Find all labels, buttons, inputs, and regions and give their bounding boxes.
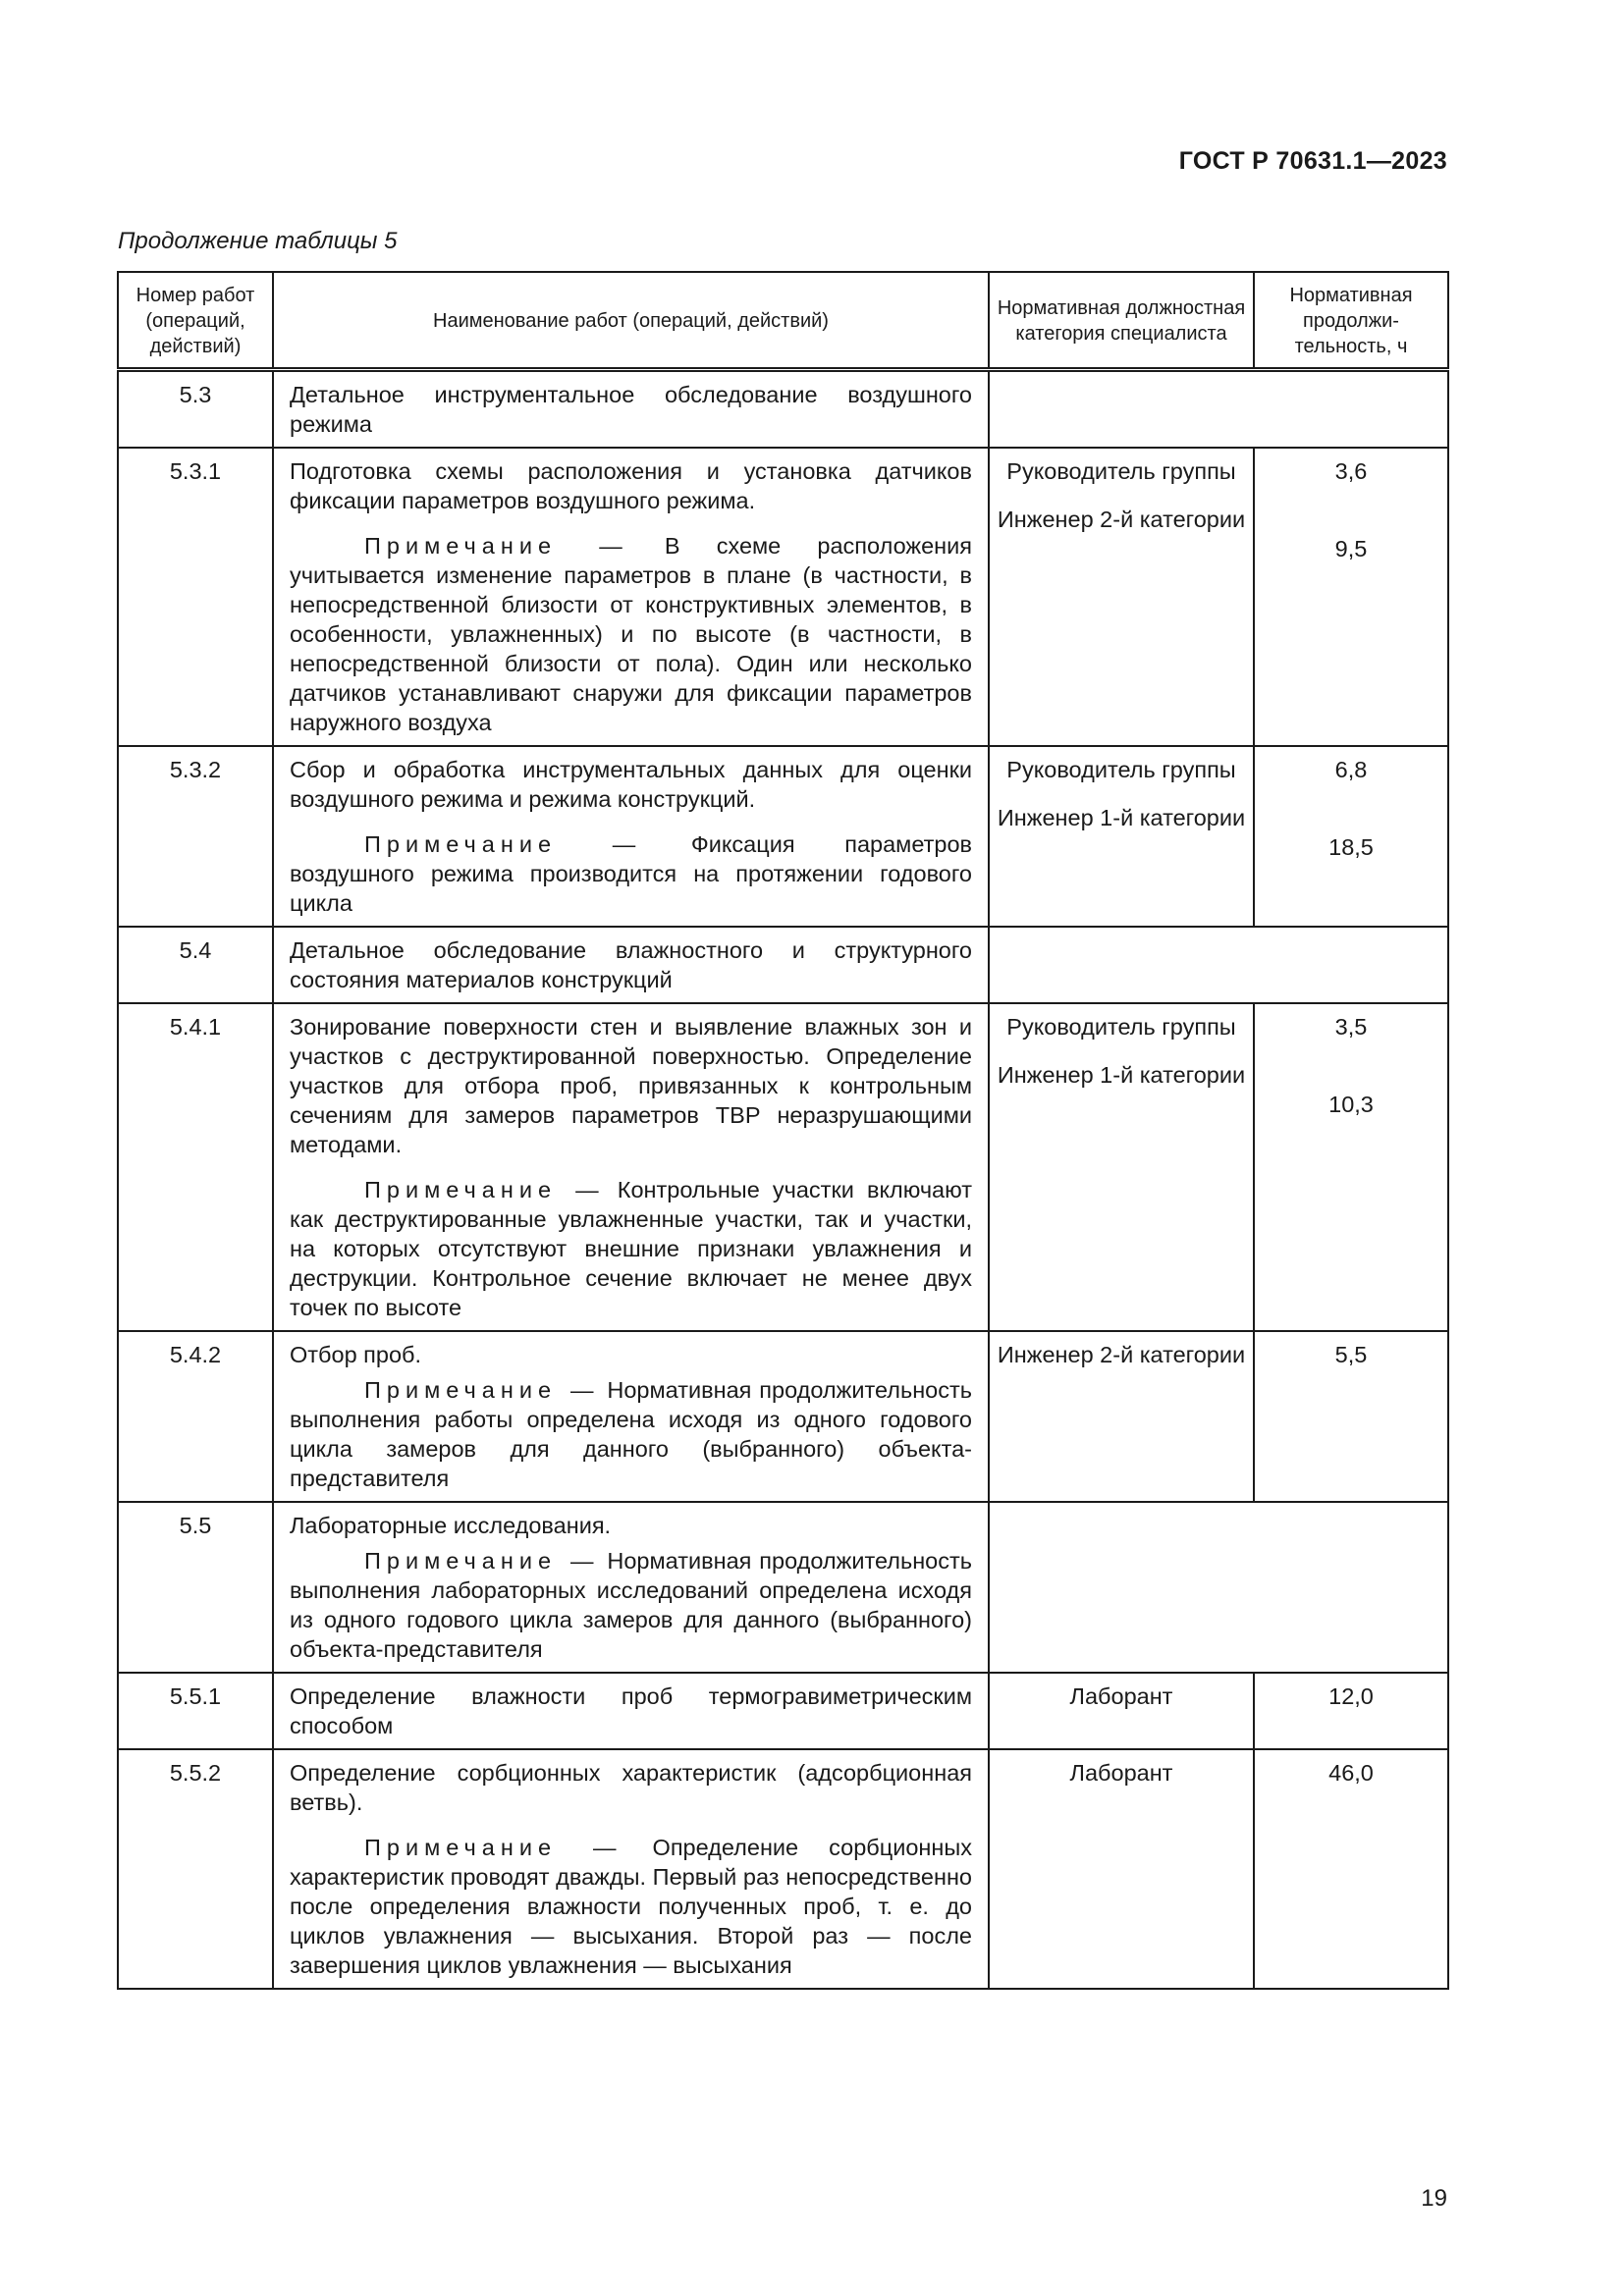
work-norms-table	[117, 271, 1449, 1990]
row-number: 5.4	[118, 927, 273, 1003]
row-number: 5.4.1	[118, 1003, 273, 1331]
table-caption: Продолжение таблицы 5	[118, 228, 398, 254]
note-text: В схеме расположения учитывается изменение параметров в плане (в частности, в непосредственной близости от конструктивных элементов, в особенности, увлажненных) и по высоте (в частности, в непосредственной близости от пола). Один или несколько датчиков устанавливают снаружи для фиксации параметров наружного воздуха	[290, 533, 972, 735]
duration-entry: 9,5	[1334, 536, 1368, 561]
row-name-text: Определение сорбционных характеристик (адсорбционная ветвь).	[290, 1760, 972, 1815]
category-entry: Инженер 2-й категории	[997, 507, 1246, 532]
note-text: Нормативная продолжительность выполнения работы определена исходя из одного годового цикла замеров для данного (выбранного) объекта-представителя	[290, 1377, 973, 1491]
row-name	[273, 1331, 989, 1502]
row-category	[989, 1003, 1254, 1331]
row-note	[290, 1833, 972, 1980]
row-category	[989, 1749, 1254, 1989]
category-entry: Инженер 2-й категории	[997, 1342, 1246, 1367]
row-name	[273, 1003, 989, 1331]
table-row	[118, 927, 1448, 1003]
row-number: 5.5	[118, 1502, 273, 1673]
row-note	[290, 1546, 972, 1664]
row-empty-cell	[989, 927, 1448, 1003]
row-number: 5.5.1	[118, 1673, 273, 1749]
row-empty-cell	[989, 370, 1448, 449]
row-note	[290, 1175, 972, 1322]
row-duration	[1254, 1673, 1448, 1749]
row-name-text: Детальное инструментальное обследование воздушного режима	[290, 382, 972, 437]
duration-entry: 12,0	[1328, 1683, 1374, 1709]
table-row	[118, 1502, 1448, 1673]
duration-entry: 46,0	[1328, 1760, 1374, 1786]
note-label: Примечание —	[364, 533, 628, 559]
row-name	[273, 448, 989, 746]
category-entry: Лаборант	[1069, 1760, 1173, 1786]
note-label: Примечание —	[364, 1377, 600, 1403]
note-text: Нормативная продолжительность выполнения лабораторных исследований определена исходя из одного годового цикла замеров для данного (выбранного) объекта-представителя	[290, 1548, 973, 1662]
row-note	[290, 1375, 972, 1493]
duration-entry: 18,5	[1328, 834, 1374, 860]
note-text: Фиксация параметров воздушного режима производится на протяжении годового цикла	[290, 831, 973, 916]
row-duration	[1254, 448, 1448, 746]
table-row	[118, 1331, 1448, 1502]
row-duration	[1254, 1003, 1448, 1331]
table-header-row	[118, 272, 1448, 370]
row-note	[290, 829, 972, 918]
duration-entry: 5,5	[1334, 1342, 1368, 1367]
note-text: Определение сорбционных характеристик проводят дважды. Первый раз непосредственно после определения влажности полученных проб, т. е. до циклов увлажнения — высыхания. Второй раз — после завершения циклов увлажнения — высыхания	[290, 1835, 972, 1978]
row-note	[290, 531, 972, 737]
row-number: 5.5.2	[118, 1749, 273, 1989]
row-duration	[1254, 1749, 1448, 1989]
column-header-category: Нормативная должностная категория специалиста	[989, 272, 1254, 370]
row-category	[989, 1673, 1254, 1749]
note-label: Примечание —	[364, 1177, 605, 1202]
row-number: 5.3.2	[118, 746, 273, 927]
row-name-text: Определение влажности проб термогравиметрическим способом	[290, 1683, 972, 1738]
row-duration	[1254, 1331, 1448, 1502]
table-row	[118, 746, 1448, 927]
duration-entry: 3,5	[1334, 1014, 1368, 1040]
note-label: Примечание —	[364, 1548, 600, 1574]
duration-entry: 6,8	[1334, 757, 1368, 782]
column-header-number: Номер работ (операций, действий)	[118, 272, 273, 370]
row-name	[273, 1502, 989, 1673]
category-entry: Руководитель группы	[1006, 757, 1236, 782]
note-text: Контрольные участки включают как деструктированные увлажненные участки, так и участки, на которых отсутствуют внешние признаки увлажнения и деструкции. Контрольное сечение включает не менее двух точек по высоте	[290, 1177, 972, 1320]
category-entry: Инженер 1-й категории	[997, 1062, 1246, 1088]
table-row	[118, 1003, 1448, 1331]
row-category	[989, 1331, 1254, 1502]
row-name-text: Детальное обследование влажностного и структурного состояния материалов конструкций	[290, 937, 972, 992]
duration-entry: 3,6	[1334, 458, 1368, 484]
category-entry: Лаборант	[1069, 1683, 1173, 1709]
row-category	[989, 746, 1254, 927]
row-name	[273, 370, 989, 449]
row-name	[273, 746, 989, 927]
row-name-text: Сбор и обработка инструментальных данных для оценки воздушного режима и режима конструкций.	[290, 757, 972, 812]
row-name	[273, 1673, 989, 1749]
row-number: 5.3.1	[118, 448, 273, 746]
row-category	[989, 448, 1254, 746]
note-label: Примечание —	[364, 1835, 623, 1860]
row-empty-cell	[989, 1502, 1448, 1673]
column-header-duration: Нормативная продолжительность, ч	[1254, 272, 1448, 370]
duration-entry: 10,3	[1328, 1092, 1374, 1117]
category-entry: Инженер 1-й категории	[997, 805, 1246, 830]
table-row	[118, 448, 1448, 746]
row-number: 5.4.2	[118, 1331, 273, 1502]
page-number: 19	[1421, 2185, 1447, 2212]
note-label: Примечание —	[364, 831, 642, 857]
row-name-text: Зонирование поверхности стен и выявление влажных зон и участков с деструктированной поверхностью. Определение участков для отбора проб, привязанных к контрольным сечениям для замеров параметров ТВР неразрушающими методами.	[290, 1014, 972, 1157]
row-number: 5.3	[118, 370, 273, 449]
category-entry: Руководитель группы	[1006, 1014, 1236, 1040]
category-entry: Руководитель группы	[1006, 458, 1236, 484]
row-duration	[1254, 746, 1448, 927]
row-name	[273, 927, 989, 1003]
table-row	[118, 1749, 1448, 1989]
table-row	[118, 370, 1448, 449]
row-name-text: Лабораторные исследования.	[290, 1513, 612, 1538]
document-code: ГОСТ Р 70631.1—2023	[1178, 147, 1447, 175]
column-header-name: Наименование работ (операций, действий)	[273, 272, 989, 370]
row-name-text: Отбор проб.	[290, 1342, 422, 1367]
table-row	[118, 1673, 1448, 1749]
row-name	[273, 1749, 989, 1989]
row-name-text: Подготовка схемы расположения и установка датчиков фиксации параметров воздушного режима.	[290, 458, 972, 513]
